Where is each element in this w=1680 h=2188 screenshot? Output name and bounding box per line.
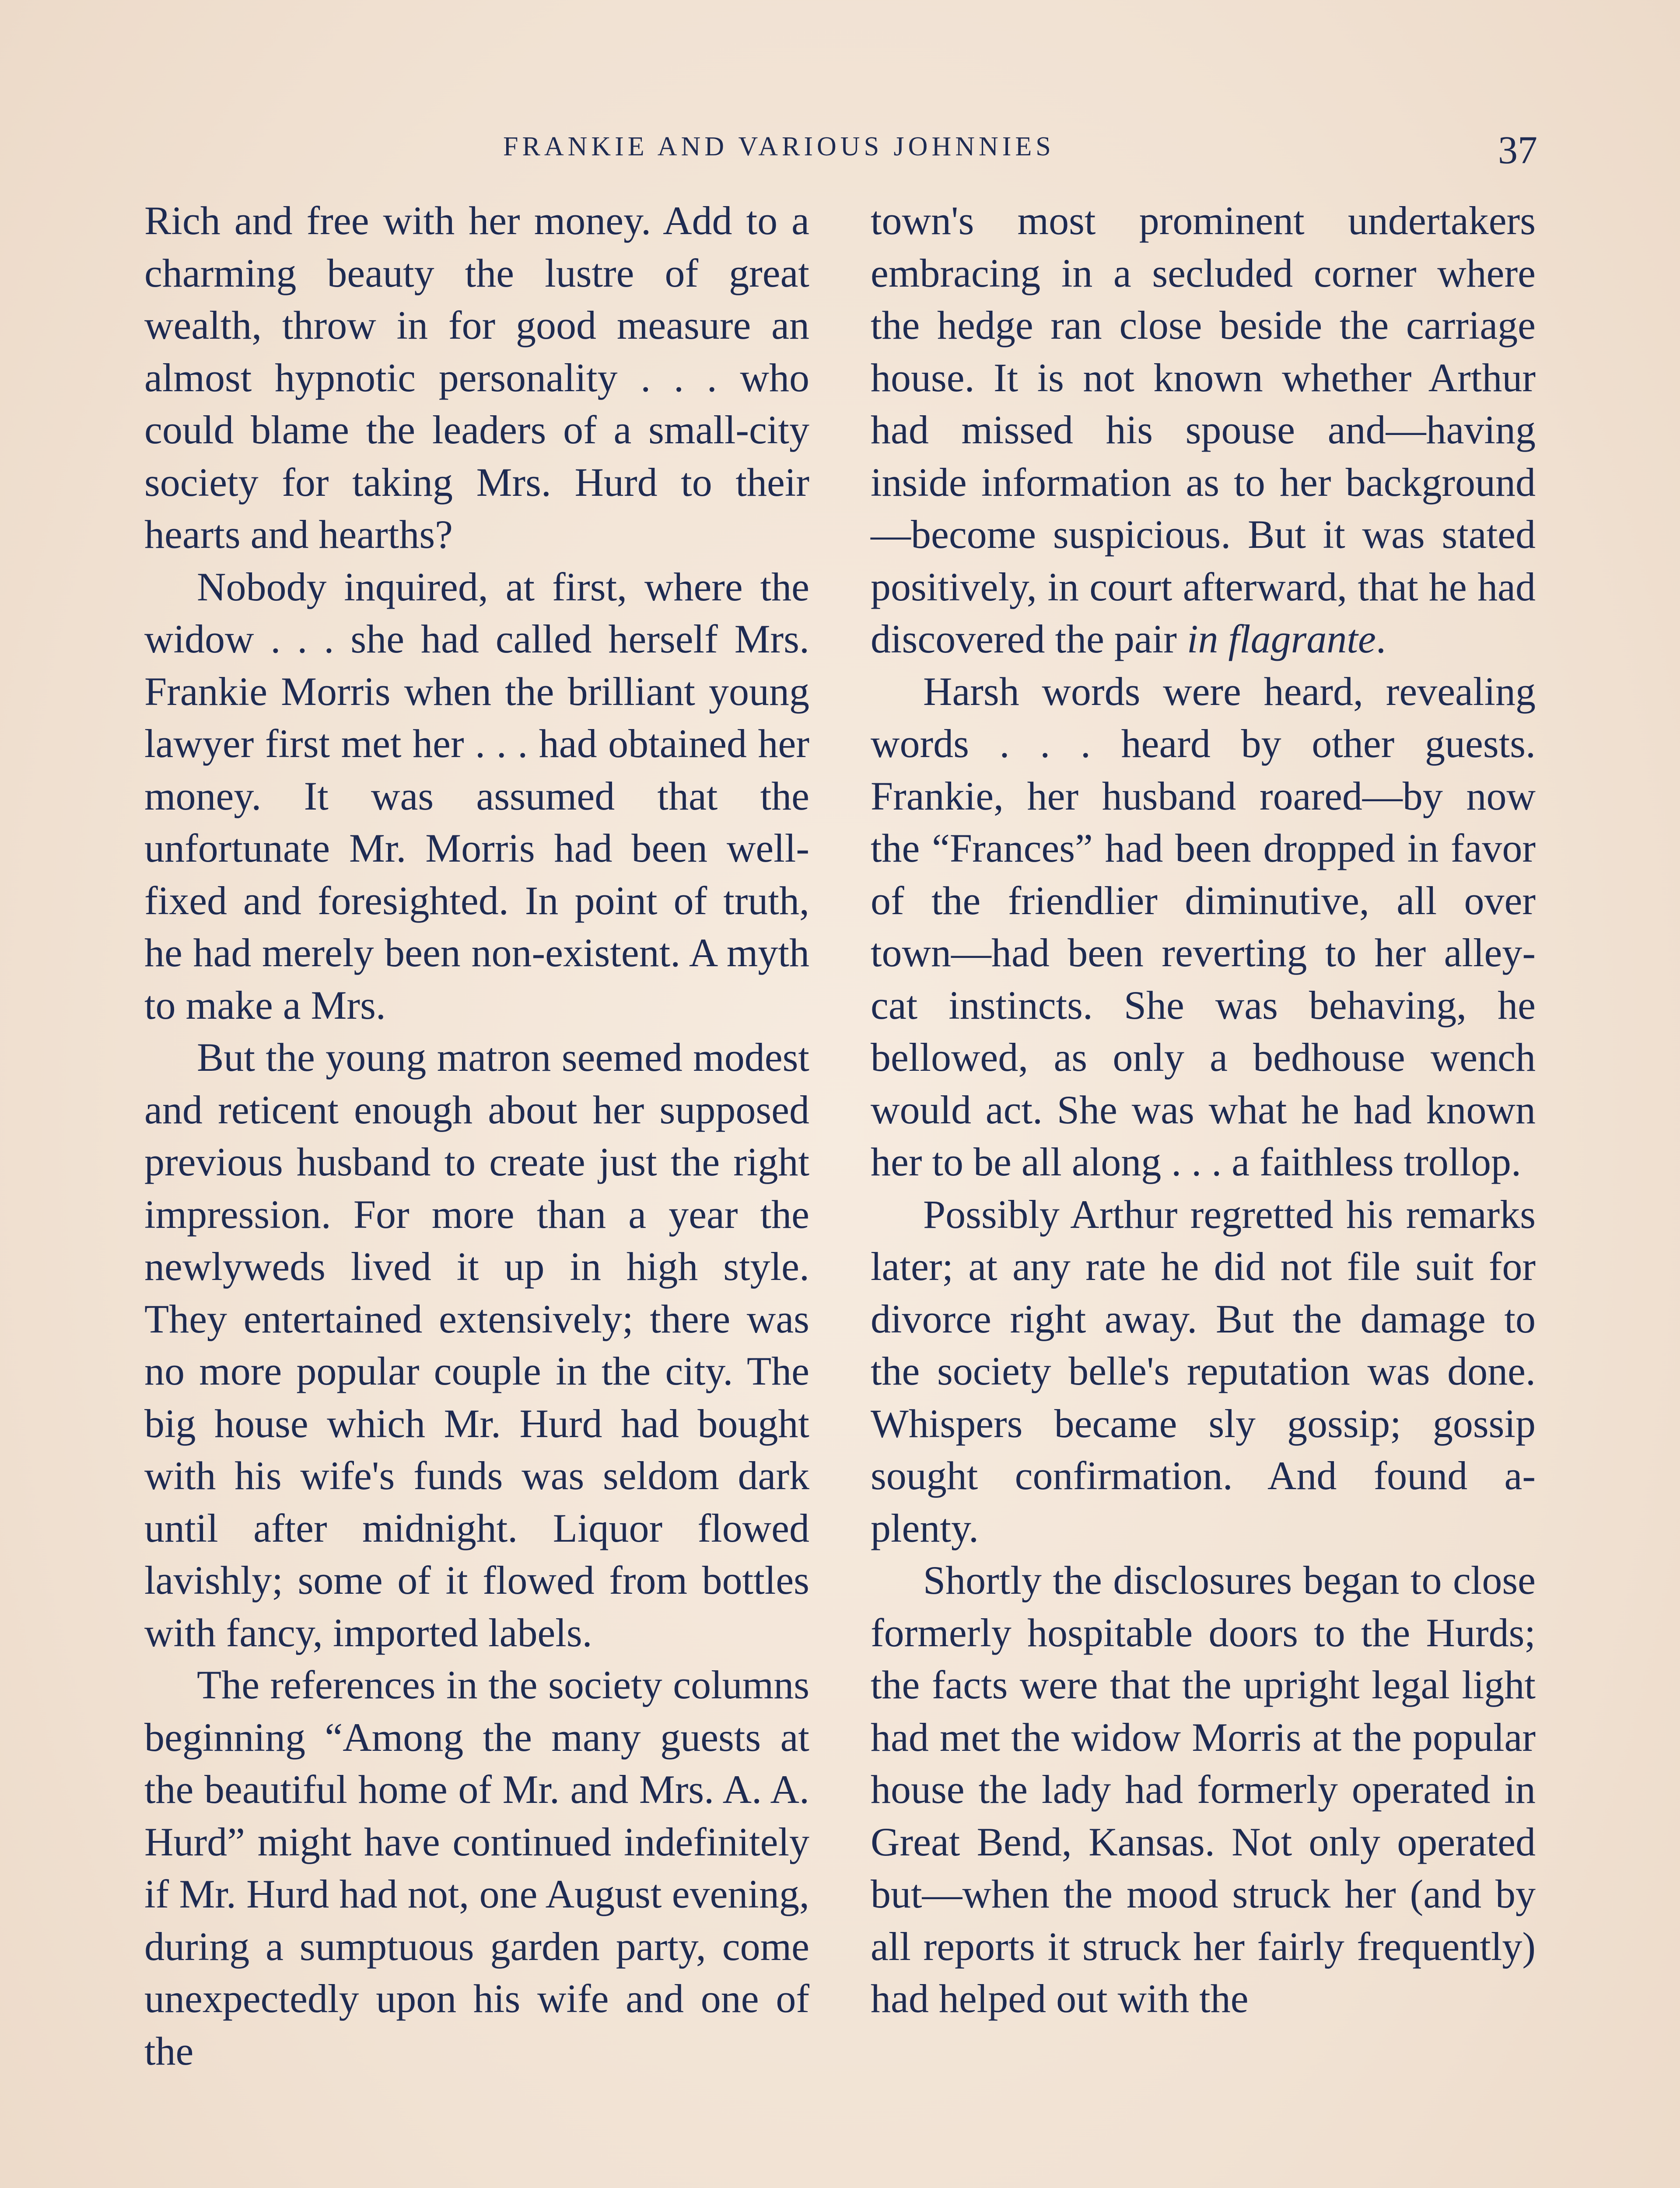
page-number: 37 xyxy=(1498,129,1537,172)
left-column xyxy=(144,195,809,2077)
right-column xyxy=(871,195,1536,2025)
italic-phrase: in flagrante xyxy=(1186,617,1376,661)
left-paragraph-1: Rich and free with her money. Add to a charming beauty the lustre of great wealth, throw in for good measure an almost hypnotic personality . . . who could blame the leaders of a small-city society for taking Mrs. Hurd to their hearts and hearths? xyxy=(144,198,809,557)
right-paragraph-4: Shortly the disclosures began to close formerly hospitable doors to the Hurds; the facts were that the upright legal light had met the widow Morris at the popular house the lady had formerly operated in Great Bend, Kansas. Not only operated but—when the mood struck her (and by all reports it struck her fairly frequently) had helped out with the xyxy=(871,1558,1536,2021)
left-paragraph-2: Nobody inquired, at first, where the widow . . . she had called herself Mrs. Frankie Morris when the brilliant young lawyer first met her . . . had obtained her money. It was assumed that the unfortunate Mr. Morris had been well-fixed and foresighted. In point of truth, he had merely been non-existent. A myth to make a Mrs. xyxy=(144,564,809,1027)
right-paragraph-1 xyxy=(871,195,1536,666)
right-paragraph-2: Harsh words were heard, revealing words . . . heard by other guests. Frankie, her husband roared—by now the “Frances” had been dropped in favor of the friendlier diminutive, all over town—had been reverting to her alley-cat instincts. She was behaving, he bellowed, as only a bedhouse wench would act. She was what he had known her to be all along . . . a faithless trollop. xyxy=(871,669,1536,1184)
right-paragraph-1-text: town's most prominent undertakers embracing in a secluded corner where the hedge ran close beside the carriage house. It is not known whether Arthur had missed his spouse and—having inside information as to her background —become suspicious. But it was stated positively, in court afterward, that he had discovered the pair xyxy=(871,198,1536,661)
right-paragraph-1-end: . xyxy=(1376,617,1386,661)
running-title: FRANKIE AND VARIOUS JOHNNIES xyxy=(503,132,1055,161)
right-paragraph-3: Possibly Arthur regretted his remarks later; at any rate he did not file suit for divorce right away. But the damage to the society belle's reputation was done. Whispers became sly gossip; gossip sought confirmation. And found a-plenty. xyxy=(871,1192,1536,1550)
left-paragraph-4: The references in the society columns beginning “Among the many guests at the beautiful home of Mr. and Mrs. A. A. Hurd” might have continued indefinitely if Mr. Hurd had not, one August evening, during a sumptuous garden party, come unexpectedly upon his wife and one of the xyxy=(144,1662,809,2073)
left-paragraph-3: But the young matron seemed modest and reticent enough about her supposed previous husband to create just the right impression. For more than a year the newlyweds lived it up in high style. They entertained extensively; there was no more popular couple in the city. The big house which Mr. Hurd had bought with his wife's funds was seldom dark until after midnight. Liquor flowed lavishly; some of it flowed from bottles with fancy, imported labels. xyxy=(144,1035,809,1655)
